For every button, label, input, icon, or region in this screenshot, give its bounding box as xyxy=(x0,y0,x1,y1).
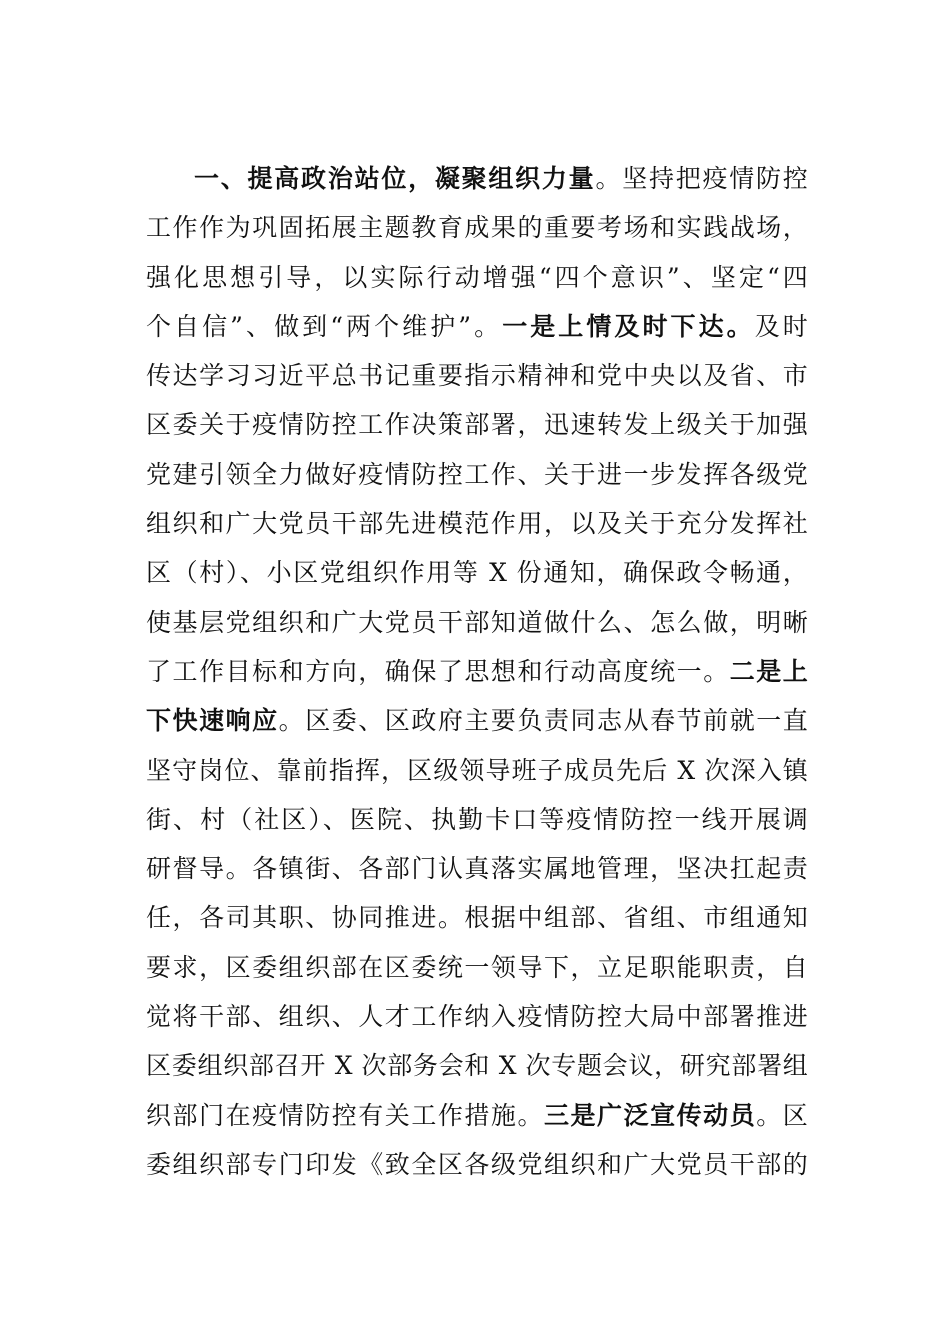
text-line xyxy=(146,499,808,548)
text-line xyxy=(146,746,808,795)
text-line xyxy=(146,1091,808,1140)
text-line xyxy=(146,302,808,351)
bold-subheading: 三是广泛宣传动员 xyxy=(543,1100,757,1130)
text-segment: 任，各司其职、协同推进。根据中组部、省组、市组通知 xyxy=(146,903,808,933)
text-segment: 坚守岗位、靠前指挥，区级领导班子成员先后 X 次深入镇 xyxy=(146,755,808,785)
text-line xyxy=(146,203,808,252)
text-segment: 委组织部专门印发《致全区各级党组织和广大党员干部的 xyxy=(146,1149,808,1179)
text-line xyxy=(146,992,808,1041)
text-line xyxy=(146,647,808,696)
document-body xyxy=(146,154,808,1189)
text-line xyxy=(146,943,808,992)
text-segment: 街、村（社区）、医院、执勤卡口等疫情防控一线开展调 xyxy=(146,804,808,834)
text-segment: 个自信”、做到“两个维护”。 xyxy=(146,311,503,341)
text-segment: 了工作目标和方向，确保了思想和行动高度统一。 xyxy=(146,656,730,686)
text-segment: 工作作为巩固拓展主题教育成果的重要考场和实践战场， xyxy=(146,213,808,243)
text-line xyxy=(146,351,808,400)
bold-subheading: 一是上情及时下达。 xyxy=(502,311,755,341)
text-line xyxy=(146,893,808,942)
text-segment: 组织和广大党员干部先进模范作用，以及关于充分发挥社 xyxy=(146,509,808,539)
text-segment: 要求，区委组织部在区委统一领导下，立足职能职责，自 xyxy=(146,952,808,982)
text-segment: 。区 xyxy=(756,1100,808,1130)
text-segment: 区委组织部召开 X 次部务会和 X 次专题会议，研究部署组 xyxy=(146,1051,808,1081)
bold-subheading: 下快速响应 xyxy=(146,706,279,736)
text-segment: 织部门在疫情防控有关工作措施。 xyxy=(146,1100,544,1130)
text-segment: 区委关于疫情防控工作决策部署，迅速转发上级关于加强 xyxy=(146,410,808,440)
text-line xyxy=(146,696,808,745)
text-segment: 。区委、区政府主要负责同志从春节前就一直 xyxy=(278,706,808,736)
text-segment: 研督导。各镇街、各部门认真落实属地管理，坚决扛起责 xyxy=(146,854,808,884)
text-line xyxy=(146,844,808,893)
text-segment: 传达学习习近平总书记重要指示精神和党中央以及省、市 xyxy=(146,361,808,391)
section-heading: 一、提高政治站位，凝聚组织力量 xyxy=(194,164,596,193)
text-line xyxy=(146,400,808,449)
text-segment: 使基层党组织和广大党员干部知道做什么、怎么做，明晰 xyxy=(146,607,808,637)
text-line xyxy=(146,1140,808,1189)
text-line xyxy=(146,795,808,844)
text-segment: 及时 xyxy=(754,311,808,341)
text-segment: 觉将干部、组织、人才工作纳入疫情防控大局中部署推进 xyxy=(146,1002,808,1032)
text-line xyxy=(146,253,808,302)
text-line xyxy=(146,548,808,597)
text-line xyxy=(146,598,808,647)
text-line xyxy=(146,1041,808,1090)
text-line xyxy=(146,154,808,203)
text-segment: 区（村）、小区党组织作用等 X 份通知，确保政令畅通， xyxy=(146,558,808,588)
text-line xyxy=(146,450,808,499)
text-segment: 。坚持把疫情防控 xyxy=(595,164,808,193)
text-segment: 强化思想引导，以实际行动增强“四个意识”、坚定“四 xyxy=(146,262,808,292)
text-segment: 党建引领全力做好疫情防控工作、关于进一步发挥各级党 xyxy=(146,459,808,489)
bold-subheading: 二是上 xyxy=(729,656,809,686)
